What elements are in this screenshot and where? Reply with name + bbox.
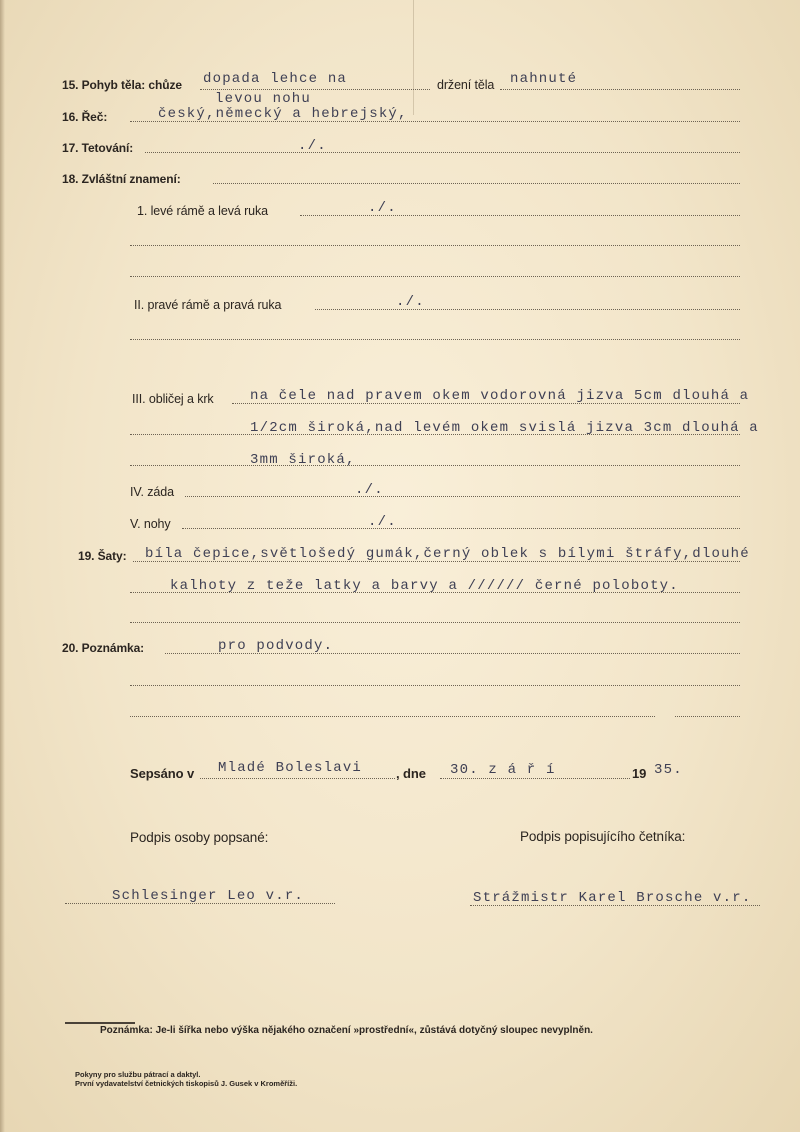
field-20-label: 20. Poznámka: (62, 641, 145, 655)
posture-label: držení těla (437, 78, 495, 92)
field-19-label: 19. Šaty: (78, 549, 127, 563)
field-17-value: ./. (298, 138, 327, 154)
marks-face-label: III. obličej a krk (132, 392, 214, 406)
year-prefix: 19 (632, 766, 647, 781)
imprint-line-2: První vydavatelství četnických tiskopisů J. Gusek v Kroměříži. (75, 1079, 298, 1088)
marks-face-value-3: 3mm široká, (250, 452, 356, 468)
fold-line (413, 0, 414, 115)
marks-legs-value: ./. (368, 514, 397, 530)
paper-edge (0, 0, 5, 1132)
posture-line (500, 89, 740, 90)
field-15-value-1: dopada lehce na (203, 71, 348, 87)
imprint-line-1: Pokyny pro službu pátrací a daktyl. (75, 1070, 201, 1079)
place-line (200, 778, 395, 779)
field-18-line (213, 183, 740, 184)
marks-legs-label: V. nohy (130, 517, 171, 531)
marks-left-arm-line (300, 215, 740, 216)
place-label: Sepsáno v (130, 766, 195, 781)
footnote-text: Je-li šířka nebo výška nějakého označení »prostřední«, zůstává dotyčný sloupec nevyplněn. (155, 1025, 593, 1036)
marks-back-value: ./. (355, 482, 384, 498)
footnote-label: Poznámka: (100, 1025, 153, 1036)
field-20-value: pro podvody. (218, 638, 334, 654)
field-15-label: 15. Pohyb těla: chůze (62, 78, 182, 92)
place-value: Mladé Boleslavi (218, 760, 363, 776)
field-16-label: 16. Řeč: (62, 110, 108, 124)
field-17-line (145, 152, 740, 153)
marks-legs-line (182, 528, 740, 529)
date-line (440, 778, 630, 779)
blank-line (130, 716, 655, 717)
field-16-value: český,německý a hebrejský, (158, 106, 408, 122)
marks-right-arm-value: ./. (396, 294, 425, 310)
blank-line (130, 685, 740, 686)
field-19-value-1: bíla čepice,světlošedý gumák,černý oblek s bílymi štráfy,dlouhé (145, 546, 750, 562)
officer-signature-value: Strážmistr Karel Brosche v.r. (473, 890, 752, 906)
marks-back-label: IV. záda (130, 485, 174, 499)
marks-right-arm-line (315, 309, 740, 310)
subject-signature-value: Schlesinger Leo v.r. (112, 888, 305, 904)
blank-line (130, 245, 740, 246)
year-value: 35. (654, 762, 683, 778)
field-15-value-2: levou nohu (215, 91, 312, 107)
blank-line (675, 716, 740, 717)
marks-left-arm-value: ./. (368, 200, 397, 216)
field-19-value-2: kalhoty z teže latky a barvy a ////// černé poloboty. (170, 578, 679, 594)
blank-line (130, 622, 740, 623)
footnote-rule (65, 1022, 135, 1024)
officer-signature-label: Podpis popisujícího četníka: (520, 829, 686, 844)
field-17-label: 17. Tetování: (62, 141, 134, 155)
date-label: , dne (396, 766, 426, 781)
marks-face-line (130, 465, 740, 466)
imprint (75, 1070, 297, 1088)
posture-value: nahnuté (510, 71, 578, 87)
marks-face-value-2: 1/2cm široká,nad levém okem svislá jizva 3cm dlouhá a (250, 420, 759, 436)
blank-line (130, 339, 740, 340)
date-value: 30. z á ř í (450, 762, 556, 778)
field-15-line (200, 89, 430, 90)
marks-back-line (185, 496, 740, 497)
field-18-label: 18. Zvláštní znamení: (62, 172, 181, 186)
marks-left-arm-label: 1. levé rámě a levá ruka (137, 204, 268, 218)
marks-right-arm-label: II. pravé rámě a pravá ruka (134, 298, 282, 312)
blank-line (130, 276, 740, 277)
footnote (100, 1025, 593, 1036)
marks-face-value-1: na čele nad pravem okem vodorovná jizva 5cm dlouhá a (250, 388, 750, 404)
subject-signature-label: Podpis osoby popsané: (130, 830, 269, 845)
